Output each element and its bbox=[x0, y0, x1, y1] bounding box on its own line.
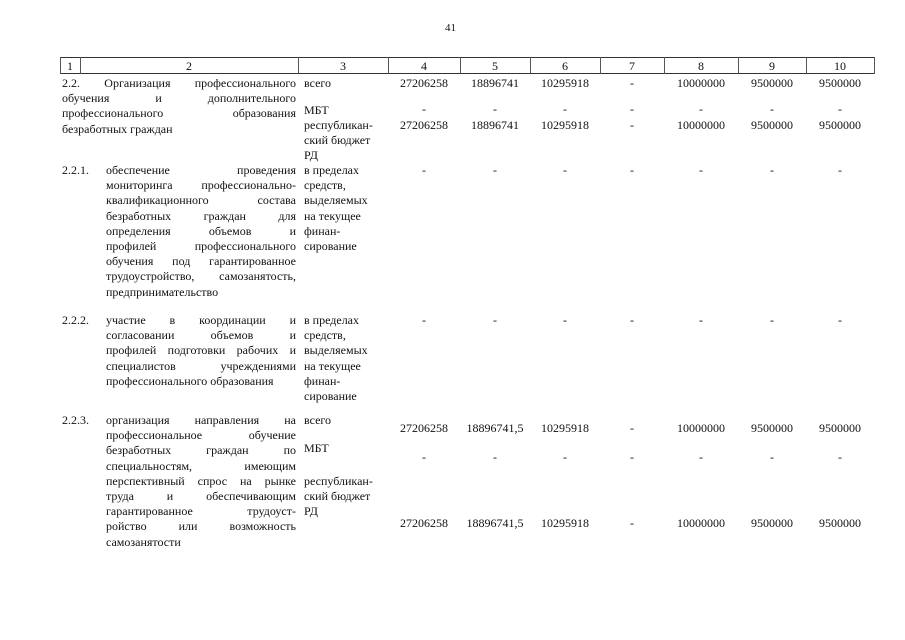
description-line: безработных граждан для bbox=[106, 208, 296, 223]
description-line: профилей профессионального bbox=[106, 239, 296, 254]
row-2-2-source-mbt bbox=[304, 103, 329, 118]
description-line: 2.2. Организация профессионального bbox=[62, 76, 296, 90]
value-cell: - bbox=[493, 163, 497, 177]
description-line: мониторинга профессионально- bbox=[106, 178, 296, 193]
value-cell: - bbox=[630, 163, 634, 177]
row-2-2-description bbox=[62, 76, 296, 137]
source-line: всего bbox=[304, 76, 332, 90]
source-line: выделяемых bbox=[304, 193, 368, 208]
value-cell: - bbox=[630, 313, 634, 327]
header-col-9: 9 bbox=[769, 59, 775, 73]
description-line: профилей подготовки рабочих и bbox=[106, 343, 296, 358]
value-cell: - bbox=[699, 102, 703, 116]
source-line: республикан- bbox=[304, 118, 373, 132]
value-cell: 27206258 bbox=[400, 76, 448, 90]
row-2-2-2-source bbox=[304, 313, 368, 404]
source-line: сирование bbox=[304, 389, 357, 404]
description-line: самозанятости bbox=[106, 534, 181, 549]
row-code: 2.2.1. bbox=[62, 163, 89, 177]
description-line: специальностям, имеющим bbox=[106, 458, 296, 473]
source-line: РД bbox=[304, 504, 318, 519]
value-cell: 27206258 bbox=[400, 421, 448, 435]
row-2-2-3-source-budget bbox=[304, 474, 373, 520]
source-line: на текущее bbox=[304, 208, 361, 223]
source-line: РД bbox=[304, 148, 318, 163]
value-cell: - bbox=[422, 450, 426, 464]
value-cell: - bbox=[422, 163, 426, 177]
value-cell: - bbox=[563, 313, 567, 327]
source-line: финан- bbox=[304, 223, 341, 238]
source-line: ский бюджет bbox=[304, 489, 371, 504]
description-line: предпринимательство bbox=[106, 284, 219, 299]
table-header-bottom-border bbox=[60, 73, 874, 74]
source-line: в пределах bbox=[304, 313, 360, 327]
value-cell: - bbox=[493, 313, 497, 327]
source-line: МБТ bbox=[304, 441, 329, 455]
value-cell: 18896741,5 bbox=[466, 421, 524, 435]
row-code: 2.2.2. bbox=[62, 313, 89, 327]
description-line: организация направления на bbox=[106, 413, 296, 427]
value-cell: 9500000 bbox=[751, 516, 793, 530]
value-cell: - bbox=[422, 313, 426, 327]
row-2-2-3-source-mbt bbox=[304, 441, 329, 456]
description-line: перспективный спрос на рынке bbox=[106, 473, 296, 488]
value-cell: 10295918 bbox=[541, 118, 589, 132]
source-line: финан- bbox=[304, 373, 341, 388]
value-cell: - bbox=[630, 76, 634, 90]
description-line: трудоустройство, самозанятость, bbox=[106, 269, 296, 284]
row-code: 2.2.3. bbox=[62, 413, 89, 427]
value-cell: 9500000 bbox=[751, 421, 793, 435]
row-2-2-1-source bbox=[304, 163, 368, 254]
source-line: ский бюджет bbox=[304, 133, 371, 148]
header-col-5: 5 bbox=[492, 59, 498, 73]
value-cell: 9500000 bbox=[751, 76, 793, 90]
source-line: республикан- bbox=[304, 474, 373, 488]
description-line: профессионального образования bbox=[106, 373, 274, 388]
value-cell: 10000000 bbox=[677, 421, 725, 435]
value-cell: 18896741 bbox=[471, 76, 519, 90]
value-cell: 10295918 bbox=[541, 421, 589, 435]
table-top-border bbox=[60, 57, 874, 58]
source-line: в пределах bbox=[304, 163, 360, 177]
value-cell: 10000000 bbox=[677, 76, 725, 90]
value-cell: 10000000 bbox=[677, 516, 725, 530]
value-cell: - bbox=[838, 163, 842, 177]
description-line: труда и обеспечивающим bbox=[106, 489, 296, 504]
value-cell: - bbox=[630, 102, 634, 116]
description-line: обучения и дополнительного bbox=[62, 91, 296, 106]
row-2-2-2-description bbox=[106, 313, 296, 389]
value-cell: 10295918 bbox=[541, 76, 589, 90]
source-line: выделяемых bbox=[304, 343, 368, 358]
value-cell: - bbox=[770, 313, 774, 327]
value-cell: - bbox=[838, 102, 842, 116]
col-divider bbox=[874, 57, 875, 74]
description-line: согласовании объемов и bbox=[106, 328, 296, 343]
value-cell: - bbox=[422, 102, 426, 116]
header-col-6: 6 bbox=[562, 59, 568, 73]
value-cell: 18896741 bbox=[471, 118, 519, 132]
value-cell: 9500000 bbox=[819, 516, 861, 530]
description-line: обучения под гарантированное bbox=[106, 254, 296, 269]
value-cell: - bbox=[699, 313, 703, 327]
value-cell: - bbox=[838, 450, 842, 464]
value-cell: 10295918 bbox=[541, 516, 589, 530]
description-line: участие в координации и bbox=[106, 313, 296, 327]
value-cell: - bbox=[838, 313, 842, 327]
value-cell: 27206258 bbox=[400, 118, 448, 132]
header-col-7: 7 bbox=[629, 59, 635, 73]
value-cell: 10000000 bbox=[677, 118, 725, 132]
source-line: средств, bbox=[304, 178, 346, 193]
value-cell: - bbox=[630, 421, 634, 435]
source-line: МБТ bbox=[304, 103, 329, 117]
row-2-2-3-description bbox=[106, 413, 296, 550]
description-line: гарантированное трудоуст- bbox=[106, 504, 296, 519]
value-cell: - bbox=[563, 163, 567, 177]
value-cell: 18896741,5 bbox=[466, 516, 524, 530]
value-cell: - bbox=[630, 450, 634, 464]
description-line: определения объемов и bbox=[106, 223, 296, 238]
value-cell: - bbox=[493, 450, 497, 464]
description-line: профессиональное обучение bbox=[106, 428, 296, 443]
header-col-10: 10 bbox=[834, 59, 846, 73]
source-line: сирование bbox=[304, 239, 357, 254]
description-line: безработных граждан bbox=[62, 121, 173, 136]
value-cell: - bbox=[630, 516, 634, 530]
value-cell: - bbox=[563, 102, 567, 116]
description-line: специалистов учреждениями bbox=[106, 358, 296, 373]
value-cell: 9500000 bbox=[819, 76, 861, 90]
row-2-2-source-budget bbox=[304, 118, 373, 164]
header-col-4: 4 bbox=[421, 59, 427, 73]
source-line: средств, bbox=[304, 328, 346, 343]
description-line: безработных граждан по bbox=[106, 443, 296, 458]
value-cell: - bbox=[770, 163, 774, 177]
page-number: 41 bbox=[445, 22, 456, 34]
description-line: квалификационного состава bbox=[106, 193, 296, 208]
value-cell: - bbox=[770, 102, 774, 116]
source-line: на текущее bbox=[304, 358, 361, 373]
description-line: ройство или возможность bbox=[106, 519, 296, 534]
value-cell: 9500000 bbox=[819, 118, 861, 132]
value-cell: 9500000 bbox=[751, 118, 793, 132]
value-cell: - bbox=[493, 102, 497, 116]
value-cell: 27206258 bbox=[400, 516, 448, 530]
header-col-8: 8 bbox=[698, 59, 704, 73]
row-2-2-source-total bbox=[304, 76, 331, 91]
header-col-3: 3 bbox=[340, 59, 346, 73]
description-line: обеспечение проведения bbox=[106, 163, 296, 177]
header-col-1: 1 bbox=[67, 59, 73, 73]
row-2-2-3-source-total bbox=[304, 413, 331, 428]
description-line: профессионального образования bbox=[62, 106, 296, 121]
value-cell: - bbox=[630, 118, 634, 132]
row-2-2-1-description bbox=[106, 163, 296, 300]
value-cell: 9500000 bbox=[819, 421, 861, 435]
value-cell: - bbox=[770, 450, 774, 464]
value-cell: - bbox=[563, 450, 567, 464]
source-line: всего bbox=[304, 413, 332, 427]
value-cell: - bbox=[699, 450, 703, 464]
value-cell: - bbox=[699, 163, 703, 177]
header-col-2: 2 bbox=[186, 59, 192, 73]
